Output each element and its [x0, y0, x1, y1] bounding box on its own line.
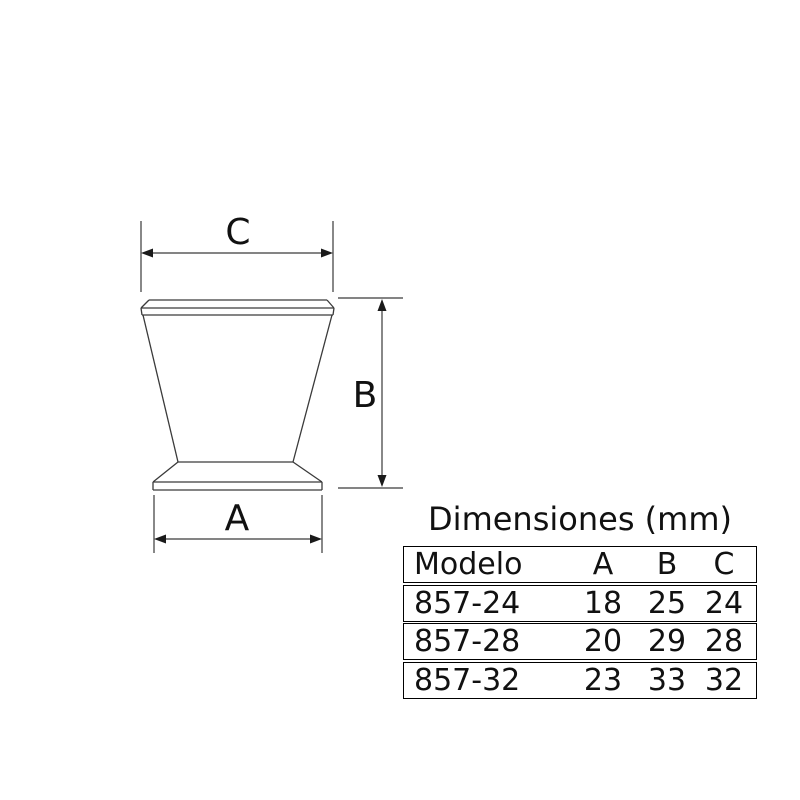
cell-modelo: 857-28	[414, 624, 521, 659]
dim-b-label: B	[352, 375, 378, 416]
cell-modelo: 857-24	[414, 585, 521, 621]
cell-b: 29	[647, 624, 687, 659]
cell-modelo: 857-32	[414, 662, 521, 698]
arrow-left-icon	[141, 249, 153, 258]
dimension-c	[141, 212, 333, 292]
cell-b: 25	[647, 585, 687, 621]
arrow-down-icon	[378, 475, 387, 487]
dimensions-table	[403, 546, 757, 699]
dimension-a	[154, 495, 322, 553]
cell-a: 23	[583, 662, 623, 698]
cell-c: 32	[704, 662, 744, 698]
dimension-b	[338, 298, 403, 488]
arrow-right-icon	[310, 535, 322, 544]
header-modelo: Modelo	[414, 547, 523, 582]
cell-a: 18	[583, 585, 623, 621]
table-title: Dimensiones (mm)	[428, 500, 732, 538]
cell-b: 33	[647, 662, 687, 698]
table-header-row	[403, 546, 757, 583]
header-a: A	[592, 547, 614, 582]
dim-c-label: C	[225, 212, 251, 253]
dim-a-label: A	[224, 498, 250, 539]
header-c: C	[713, 547, 735, 582]
header-b: B	[656, 547, 678, 582]
cell-c: 24	[704, 585, 744, 621]
cell-a: 20	[583, 624, 623, 659]
knob-outline	[141, 300, 334, 490]
table-row	[403, 585, 757, 622]
cell-c: 28	[704, 624, 744, 659]
arrow-right-icon	[321, 249, 333, 258]
arrow-up-icon	[378, 299, 387, 311]
arrow-left-icon	[154, 535, 166, 544]
table-row	[403, 623, 757, 660]
table-row	[403, 662, 757, 699]
